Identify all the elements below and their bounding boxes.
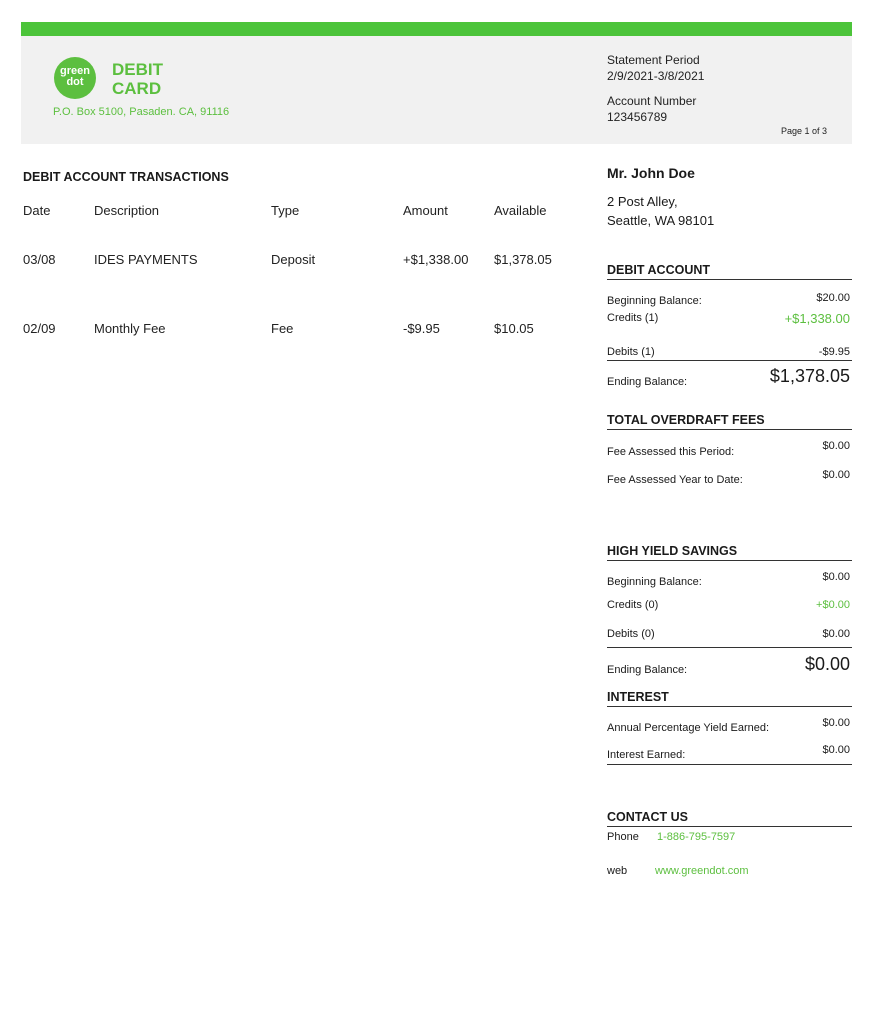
- savings-beginning-row: [607, 571, 850, 588]
- label: Credits (0): [607, 599, 659, 611]
- customer-name: Mr. John Doe: [607, 165, 695, 181]
- label: Beginning Balance:: [607, 576, 702, 588]
- phone-link[interactable]: 1-886-795-7597: [657, 831, 736, 843]
- greendot-logo: [54, 57, 96, 99]
- logo-text-1: green: [60, 65, 90, 77]
- row-amount: -$9.95: [403, 321, 440, 336]
- page-indicator: Page 1 of 3: [781, 126, 828, 136]
- interest-apy-row: [607, 717, 850, 734]
- savings-title: HIGH YIELD SAVINGS: [607, 544, 852, 561]
- brand-line-1: DEBIT: [112, 60, 163, 79]
- value: $0.00: [822, 469, 850, 481]
- col-type: Type: [271, 203, 300, 218]
- savings-ending-row: [607, 654, 850, 676]
- row-type: Deposit: [271, 252, 316, 267]
- value: $0.00: [822, 744, 850, 756]
- label: Fee Assessed this Period:: [607, 446, 735, 458]
- label: Annual Percentage Yield Earned:: [607, 722, 770, 734]
- debit-account-title: DEBIT ACCOUNT: [607, 263, 852, 280]
- value: -$9.95: [818, 346, 850, 358]
- label: Debits (1): [607, 346, 655, 358]
- row-type: Fee: [271, 321, 294, 336]
- divider: [607, 764, 852, 765]
- interest-earned-row: [607, 744, 850, 761]
- col-available: Available: [494, 203, 547, 218]
- divider: [607, 647, 852, 648]
- interest-title: INTEREST: [607, 690, 852, 707]
- value: $1,378.05: [769, 366, 850, 386]
- row-description: Monthly Fee: [94, 321, 166, 336]
- phone-label: Phone: [607, 831, 639, 843]
- value: $0.00: [822, 628, 850, 640]
- customer-address: [607, 192, 714, 230]
- statement-period-label: Statement Period: [607, 53, 700, 67]
- row-available: $1,378.05: [494, 252, 552, 267]
- col-amount: Amount: [403, 203, 448, 218]
- top-accent-bar: [21, 22, 852, 36]
- statement-period: 2/9/2021-3/8/2021: [607, 69, 705, 83]
- col-description: Description: [94, 203, 160, 218]
- web-label: web: [607, 865, 628, 877]
- savings-credits-row: [607, 599, 850, 611]
- label: Debits (0): [607, 628, 655, 640]
- divider: [607, 360, 852, 361]
- address-line-1: 2 Post Alley,: [607, 194, 678, 209]
- savings-debits-row: [607, 628, 850, 640]
- row-amount: +$1,338.00: [403, 252, 469, 267]
- debit-debits-row: [607, 346, 850, 358]
- debit-beginning-row: [607, 292, 850, 307]
- value: +$0.00: [816, 599, 850, 611]
- row-available: $10.05: [494, 321, 534, 336]
- company-address: P.O. Box 5100, Pasaden. CA, 91116: [53, 106, 230, 118]
- account-number-label: Account Number: [607, 94, 697, 108]
- overdraft-title: TOTAL OVERDRAFT FEES: [607, 413, 852, 430]
- debit-ending-row: [607, 366, 850, 388]
- address-line-2: Seattle, WA 98101: [607, 213, 715, 228]
- label: Fee Assessed Year to Date:: [607, 474, 743, 486]
- overdraft-period-row: [607, 440, 850, 458]
- label: Credits (1): [607, 312, 659, 324]
- value: +$1,338.00: [784, 311, 850, 326]
- row-date: 03/08: [23, 252, 56, 267]
- row-date: 02/09: [23, 321, 56, 336]
- value: $0.00: [822, 571, 850, 583]
- row-description: IDES PAYMENTS: [94, 252, 198, 267]
- col-date: Date: [23, 203, 51, 218]
- logo-text-2: dot: [66, 76, 84, 88]
- value: $0.00: [822, 440, 850, 452]
- contact-title: CONTACT US: [607, 810, 852, 827]
- value: $20.00: [816, 292, 850, 304]
- transactions-title: DEBIT ACCOUNT TRANSACTIONS: [23, 170, 229, 184]
- overdraft-ytd-row: [607, 469, 850, 486]
- label: Interest Earned:: [607, 749, 686, 761]
- label: Ending Balance:: [607, 664, 688, 676]
- label: Ending Balance:: [607, 376, 688, 388]
- value: $0.00: [804, 654, 850, 674]
- debit-credits-row: [607, 312, 850, 326]
- brand-line-2: CARD: [112, 79, 162, 98]
- account-number: 123456789: [607, 110, 668, 124]
- brand-name: [112, 60, 163, 98]
- value: $0.00: [822, 717, 850, 729]
- label: Beginning Balance:: [607, 295, 702, 307]
- web-link[interactable]: www.greendot.com: [655, 865, 749, 877]
